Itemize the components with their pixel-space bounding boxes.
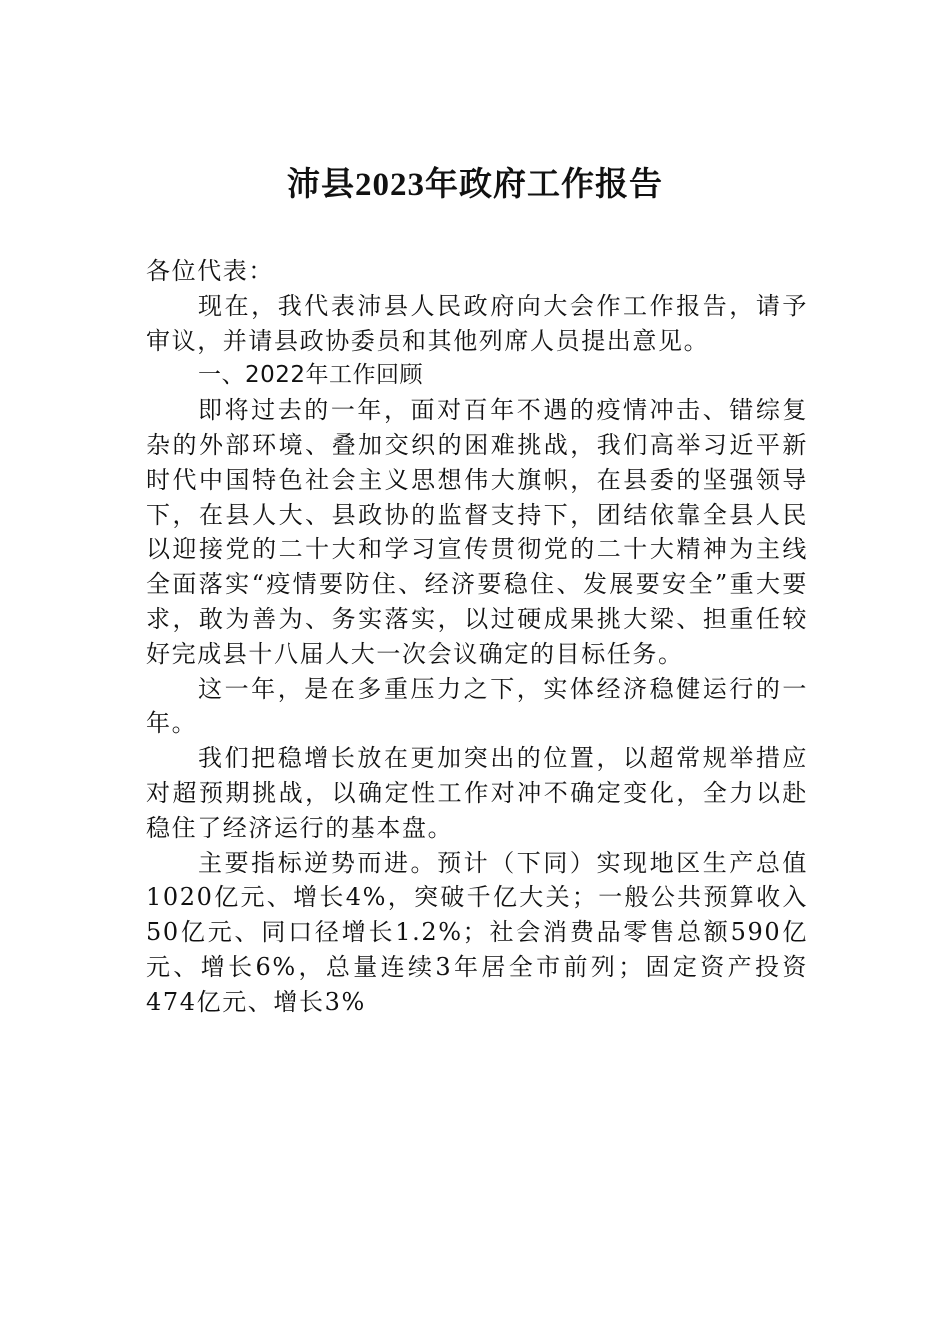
paragraph-review: 即将过去的一年，面对百年不遇的疫情冲击、错综复杂的外部环境、叠加交织的困难挑战，我们高举习近平新时代中国特色社会主义思想伟大旗帜，在县委的坚强领导下，在县人大、县政协的监督支持下，团结依靠全县人民以迎接党的二十大和学习宣传贯彻党的二十大精神为主线全面落实“疫情要防住、经济要稳住、发展要安全”重大要求，敢为善为、务实落实，以过硬成果挑大梁、担重任较好完成县十八届人大一次会议确定的目标任务。: [146, 396, 808, 668]
paragraph-year-summary: 这一年，是在多重压力之下，实体经济稳健运行的一年。: [146, 674, 808, 738]
document-title: 沛县2023年政府工作报告: [287, 167, 663, 203]
paragraph-stable-growth: 我们把稳增长放在更加突出的位置，以超常规举措应对超预期挑战，以确定性工作对冲不确定变化，全力以赴稳住了经济运行的基本盘。: [146, 744, 808, 842]
paragraph-opening: 现在，我代表沛县人民政府向大会作工作报告，请予审议，并请县政协委员和其他列席人员提出意见。: [146, 291, 808, 355]
paragraph-key-indicators: 主要指标逆势而进。预计（下同）实现地区生产总值1020亿元、增长4%，突破千亿大关；一般公共预算收入50亿元、同口径增长1.2%；社会消费品零售总额590亿元、增长6%，总量连续3年居全市前列；固定资产投资474亿元、增长3%: [146, 848, 808, 1016]
document-body: [146, 254, 808, 1020]
salutation: 各位代表：: [146, 257, 274, 285]
section-heading: 一、2022年工作回顾: [198, 362, 424, 389]
